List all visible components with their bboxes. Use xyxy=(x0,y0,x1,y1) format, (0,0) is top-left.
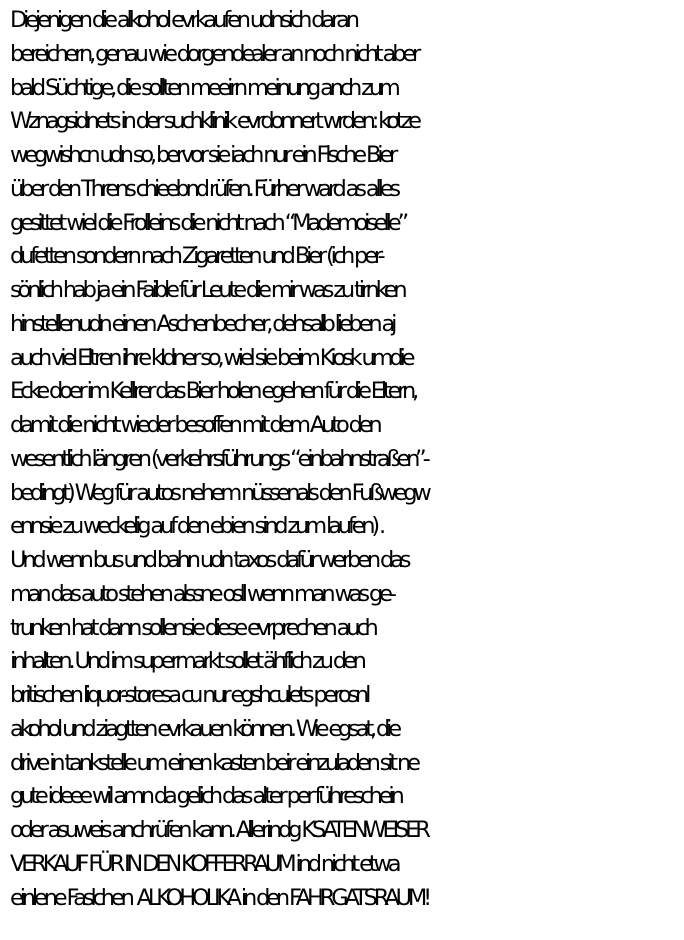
text-line: drive in tankstelle um einen kasten beir einzuladen sit ne xyxy=(10,749,417,776)
text-line: inhalten. Und im supermarkt sollet ähflich zu den xyxy=(10,648,363,675)
text-line: hinstellenudn einen Aschenbecher, dehsalb lieben aj xyxy=(10,310,394,337)
text-line: bedingt) Weg für autos nehem nüssenals den Fußwegw xyxy=(10,479,428,506)
text-line: Diejenigen die alkohol evrkaufen udnsich daran xyxy=(10,7,356,33)
text-line: trunken hat dann sollensie diese evrprechen auch xyxy=(10,614,375,641)
text-line: ennsie zu weckelig auf den ebien sind zum laufen) . xyxy=(10,513,383,540)
text-line: sönlich hab ja ein Faible für Leute die mir was zu tirnken xyxy=(10,277,404,303)
text-line: britischen liquor-storesa cu nur egshculets perosnl xyxy=(10,682,368,708)
text-line: Ecke doer im Kellrer das Bier holen egehen für die Eltern, xyxy=(10,378,416,405)
text-line: über den Threns chieebnd rüfen. Fürher ward as alles xyxy=(10,175,397,202)
text-line: auch viel Eltren ihre kIdner so, wiel sie beim Kiosk umdie xyxy=(10,344,412,371)
text-line: VERKAUF FÜR IN DEN KOFFERRAUM ind nicht etwa xyxy=(10,850,398,877)
text-line: damit die nicht wieder besoffen mit dem Auto den xyxy=(10,412,379,438)
text-line: gute ideee wil amn da gelich das alter per führeschein xyxy=(10,783,401,810)
text-line: dufetten sondern nach Zigaretten und Bier (ich per- xyxy=(10,243,382,270)
text-line: bereichern, genau wie dorgendealer an noch nicht aber xyxy=(10,40,418,67)
text-line: wesentlich längren (verkehrsführungs “einbahnstraßen”- xyxy=(10,445,427,472)
text-line: Wznagsidnets in der suchklinik evrdonnert wrden: kotze xyxy=(10,108,418,135)
text-line: akohol und ziagtten evrkauen können. Wie egsat, die xyxy=(10,715,398,742)
text-line: einlene Faslchen ALKOHOLIKA in den FAHRGATSRAUM! xyxy=(10,884,429,911)
text-line: bald Süchtige, die sollten meeirn meinung anch zum xyxy=(10,74,397,101)
text-line: Und wenn bus und bahn udn taxos dafür werben das xyxy=(10,547,408,573)
text-line: oder asuweis anchrüfen kann. Allerindg KSATENWEISER xyxy=(10,817,427,843)
text-line: gesittet wiel die Frolleins die nicht nach “Mademoiselle” xyxy=(10,209,405,236)
text-line: man das auto stehen alssne osll wenn man was ge- xyxy=(10,580,393,607)
text-line: wegwishcn udn so, bervor sie iach nur ein Flsche Bier xyxy=(10,142,395,168)
document-text xyxy=(10,4,682,915)
